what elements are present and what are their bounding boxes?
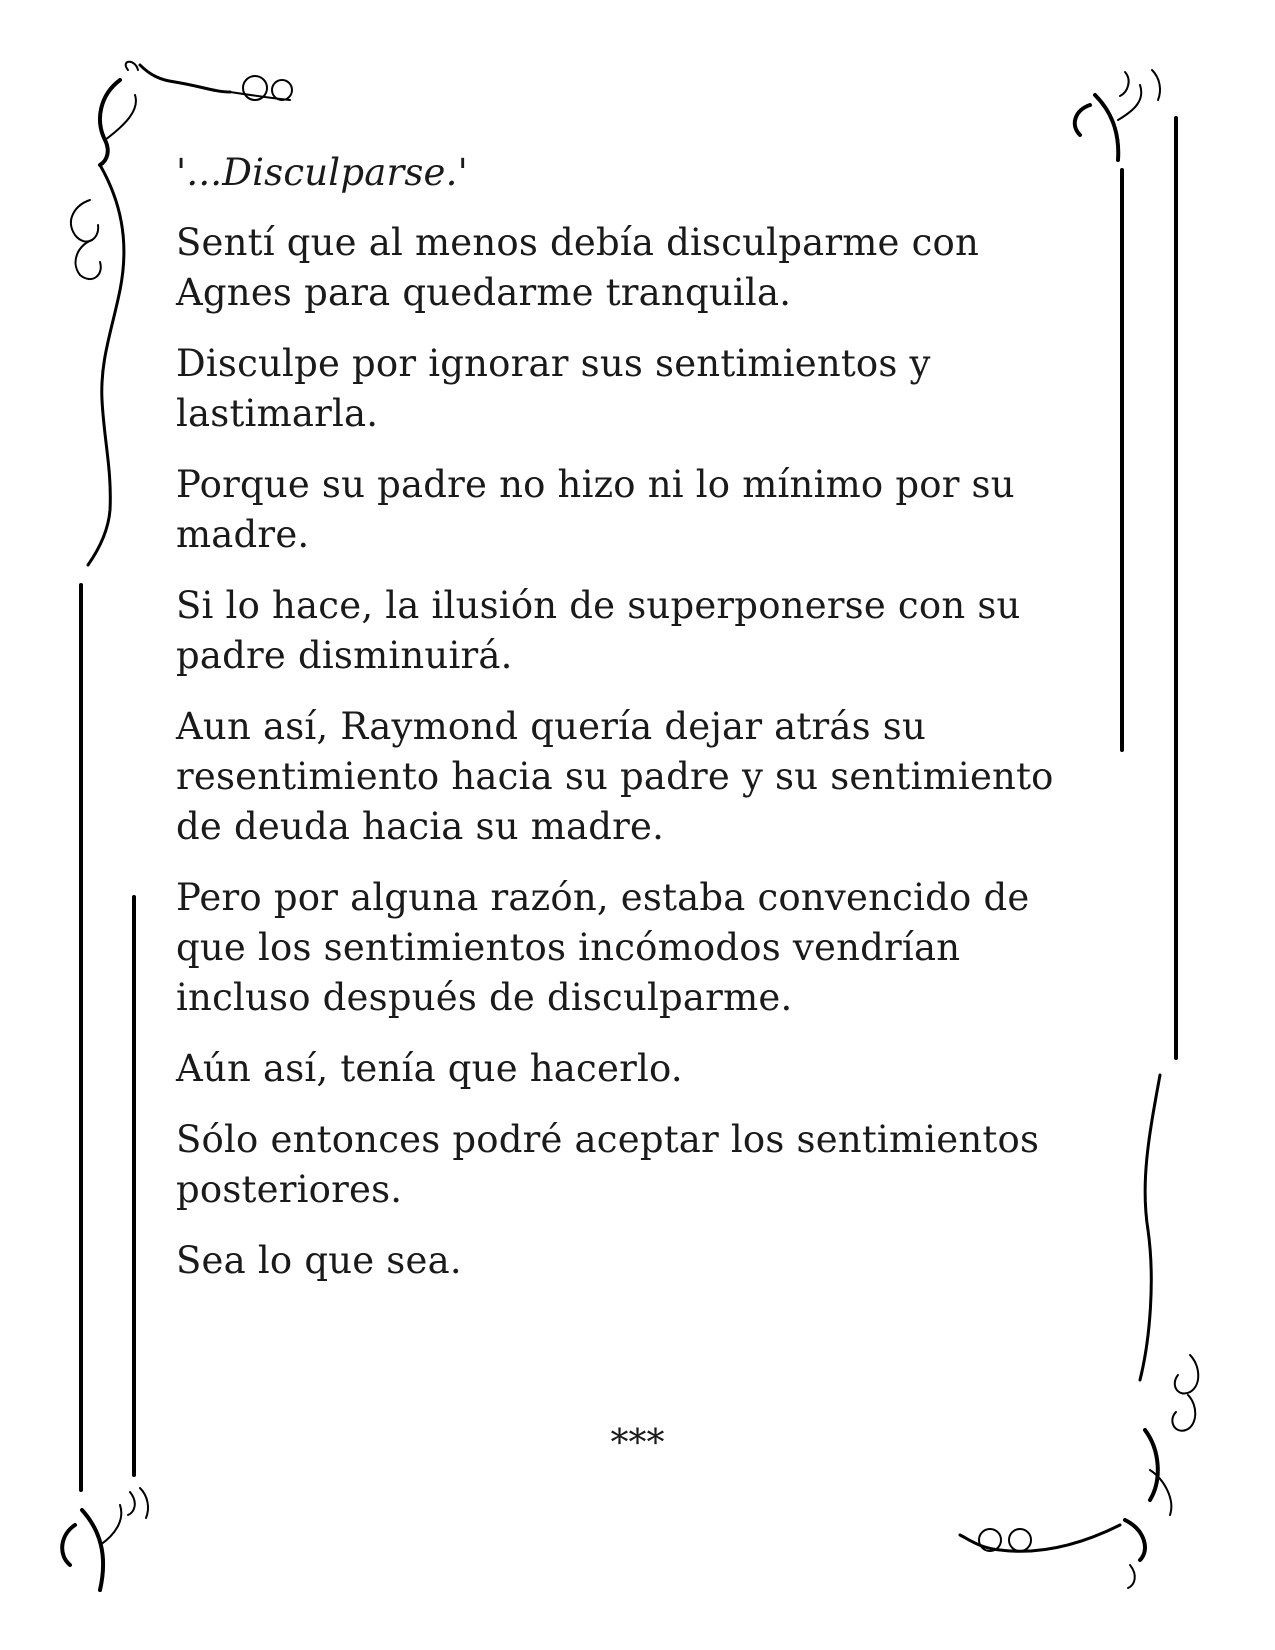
paragraph: Sentí que al menos debía disculparme con Agnes para quedarme tranquila. (176, 221, 980, 314)
document-body (176, 148, 1106, 1307)
paragraph: Disculpe por ignorar sus sentimientos y lastimarla. (176, 342, 931, 435)
paragraph: Si lo hace, la ilusión de superponerse con su padre disminuirá. (176, 584, 1021, 677)
bottom-left-flourish-icon (62, 1488, 148, 1590)
paragraph: Sea lo que sea. (176, 1239, 462, 1282)
paragraph: Sólo entonces podré aceptar los sentimientos posteriores. (176, 1118, 1040, 1211)
paragraph: Aún así, tenía que hacerlo. (176, 1047, 683, 1090)
paragraph: Pero por alguna razón, estaba convencido de que los sentimientos incómodos vendrían incluso después de disculparme. (176, 876, 1030, 1019)
chapter-title: '...Disculparse.' (176, 151, 468, 194)
top-right-flourish-icon (1075, 70, 1160, 160)
paragraph: Aun así, Raymond quería dejar atrás su resentimiento hacia su padre y su sentimiento de deuda hacia su madre. (176, 705, 1054, 848)
section-separator: *** (610, 1423, 665, 1464)
paragraph: Porque su padre no hizo ni lo mínimo por su madre. (176, 463, 1015, 556)
